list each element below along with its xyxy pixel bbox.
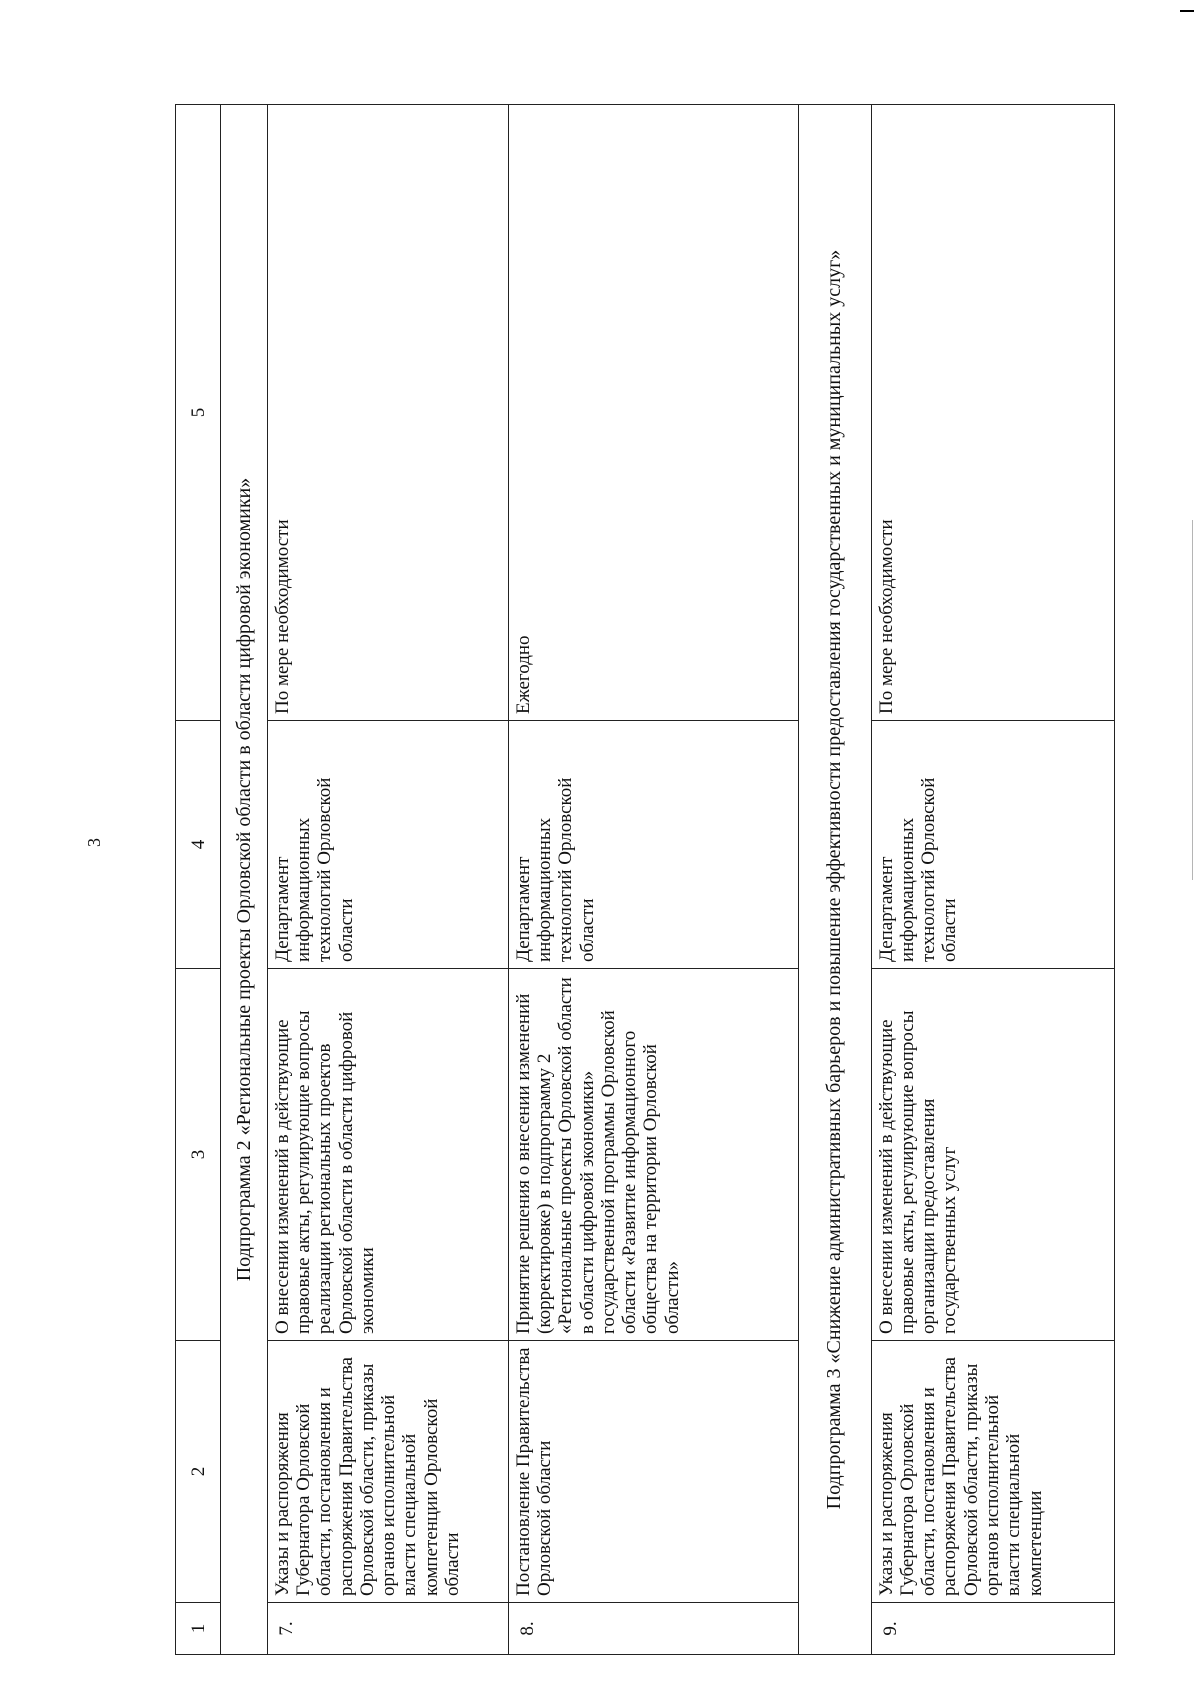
row-number: 9. <box>871 1603 1114 1655</box>
edge-mark <box>1180 10 1194 12</box>
executor-cell: Департамент информационных технологий Орловской области <box>508 721 798 969</box>
deadline-cell: По мере необходимости <box>267 105 508 721</box>
page-number: 3 <box>84 838 104 847</box>
rotated-table-wrapper <box>175 105 1115 1655</box>
deadline-cell: По мере необходимости <box>871 105 1114 721</box>
subprogram-3-header-row <box>798 105 871 1655</box>
table-row <box>267 105 508 1655</box>
subprogram-2-title: Подпрограмма 2 «Региональные проекты Орловской области в области цифровой экономики» <box>221 105 267 1655</box>
table-row <box>508 105 798 1655</box>
table-row <box>871 105 1114 1655</box>
executor-cell: Департамент информационных технологий Орловской области <box>267 721 508 969</box>
column-number-2: 2 <box>176 1341 221 1603</box>
column-number-1: 1 <box>176 1603 221 1655</box>
document-type-cell: Указы и распоряжения Губернатора Орловской области, постановления и распоряжения Правительства Орловской области, приказы органов исполнительной власти специальной компетенции Орловской области <box>267 1341 508 1603</box>
document-type-cell: Постановление Правительства Орловской области <box>508 1341 798 1603</box>
column-number-4: 4 <box>176 721 221 969</box>
row-number: 7. <box>267 1603 508 1655</box>
executor-cell: Департамент информационных технологий Орловской области <box>871 721 1114 969</box>
document-content-cell: Принятие решения о внесении изменений (корректировке) в подпрограмму 2 «Региональные проекты Орловской области в области цифровой экономики» государственной программы Орловской области «Развитие информационного общества на территории Орловской области» <box>508 969 798 1341</box>
column-number-row <box>176 105 221 1655</box>
measures-table <box>175 104 1115 1655</box>
column-number-3: 3 <box>176 969 221 1341</box>
edge-line <box>1192 520 1193 880</box>
document-type-cell: Указы и распоряжения Губернатора Орловской области, постановления и распоряжения Правительства Орловской области, приказы органов исполнительной власти специальной компетенции <box>871 1341 1114 1603</box>
column-number-5: 5 <box>176 105 221 721</box>
document-content-cell: О внесении изменений в действующие правовые акты, регулирующие вопросы реализации региональных проектов Орловской области в области цифровой экономики <box>267 969 508 1341</box>
document-content-cell: О внесении изменений в действующие правовые акты, регулирующие вопросы организации предоставления государственных услуг <box>871 969 1114 1341</box>
row-number: 8. <box>508 1603 798 1655</box>
deadline-cell: Ежегодно <box>508 105 798 721</box>
subprogram-3-title: Подпрограмма 3 «Снижение административных барьеров и повышение эффективности предоставления государственных и муниципальных услуг» <box>798 105 871 1655</box>
subprogram-2-header-row <box>221 105 267 1655</box>
